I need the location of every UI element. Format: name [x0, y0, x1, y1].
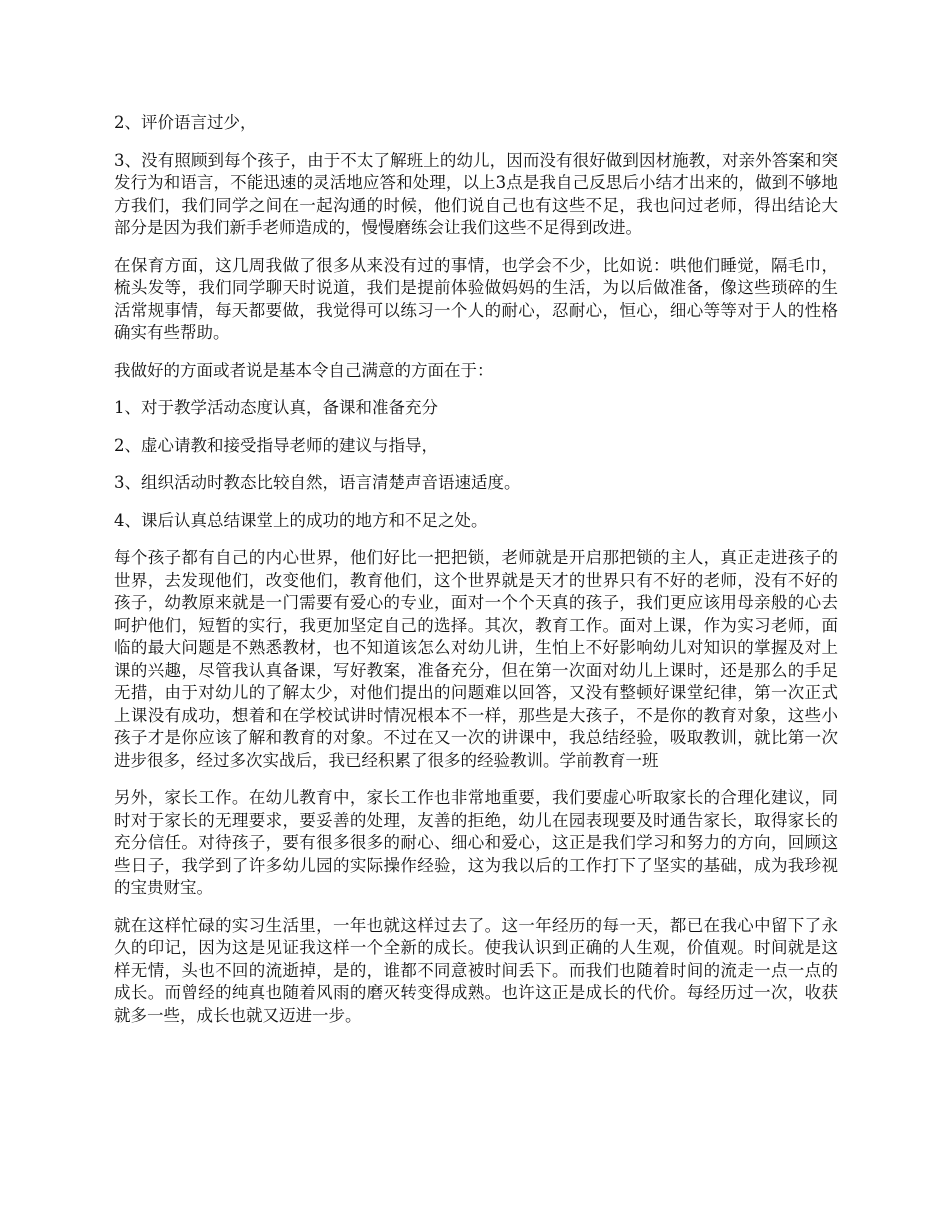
paragraph-strength-2: 2、虚心请教和接受指导老师的建议与指导，	[114, 435, 438, 455]
paragraph-strength-3: 3、组织活动时教态比较自然，语言清楚声音语速适度。	[114, 473, 521, 492]
paragraph-parent-work: 另外，家长工作。在幼儿教育中，家长工作也非常地重要，我们要虚心听取家长的合理化建议，同时对于家长的无理要求，要妥善的处理，友善的拒绝，幼儿在园表现要及时通告家长，取得家长的充分信任。对待孩子，要有很多很多的耐心、细心和爱心，这正是我们学习和努力的方向，回顾这些日子，我学到了许多幼儿园的实际操作经验，这为我以后的工作打下了坚实的基础，成为我珍视的宝贵财宝。	[114, 788, 838, 897]
paragraph-teaching-work: 每个孩子都有自己的内心世界，他们好比一把把锁，老师就是开启那把锁的主人，真正走进孩子的世界，去发现他们，改变他们，教育他们，这个世界就是天才的世界只有不好的老师，没有不好的孩子，幼教原来就是一门需要有爱心的专业，面对一个个天真的孩子，我们更应该用母亲般的心去呵护他们，短暂的实行，我更加坚定自己的选择。其次，教育工作。面对上课，作为实习老师，面临的最大问题是不熟悉教材，也不知道该怎么对幼儿讲，生怕上不好影响幼儿对知识的掌握及对上课的兴趣，尽管我认真备课，写好教案，准备充分，但在第一次面对幼儿上课时，还是那么的手足无措，由于对幼儿的了解太少，对他们提出的问题难以回答，又没有整顿好课堂纪律，第一次正式上课没有成功，想着和在学校试讲时情况根本不一样，那些是大孩子，不是你的教育对象，这些小孩子才是你应该了解和教育的对象。不过在又一次的讲课中，我总结经验，吸取教训，就比第一次进步很多，经过多次实战后，我已经积累了很多的经验教训。学前教育一班	[114, 548, 838, 770]
paragraph-strength-1: 1、对于教学活动态度认真，备课和准备充分	[114, 398, 438, 417]
paragraph-individual-attention: 3、没有照顾到每个孩子，由于不太了解班上的幼儿，因而没有很好做到因材施教，对亲外答案和突发行为和语言，不能迅速的灵活地应答和处理，以上3点是我自己反思后小结才出来的，做到不够地方我们，我们同学之间在一起沟通的时候，他们说自己也有这些不足，我也问过老师，得出结论大部分是因为我们新手老师造成的，慢慢磨练会让我们这些不足得到改进。	[114, 150, 838, 237]
paragraph-evaluation-language: 2、评价语言过少，	[114, 113, 257, 132]
paragraph-conclusion: 就在这样忙碌的实习生活里，一年也就这样过去了。这一年经历的每一天，都已在我心中留下了永久的印记，因为这是见证我这样一个全新的成长。使我认识到正确的人生观，价值观。时间就是这样无情，头也不回的流逝掉，是的，谁都不同意被时间丢下。而我们也随着时间的流走一点一点的成长。而曾经的纯真也随着风雨的磨灭转变得成熟。也许这正是成长的代价。每经历过一次，收获就多一些，成长也就又迈进一步。	[114, 915, 838, 1025]
paragraph-strength-4: 4、课后认真总结课堂上的成功的地方和不足之处。	[114, 510, 488, 530]
paragraph-childcare: 在保育方面，这几周我做了很多从来没有过的事情，也学会不少，比如说：哄他们睡觉，隔毛巾，梳头发等，我们同学聊天时说道，我们是提前体验做妈妈的生活，为以后做准备，像这些琐碎的生活常规事情，每天都要做，我觉得可以练习一个人的耐心，忍耐心，恒心，细心等等对于人的性格确实有些帮助。	[114, 255, 838, 342]
document-body	[114, 112, 838, 1042]
paragraph-strengths-intro: 我做好的方面或者说是基本令自己满意的方面在于：	[114, 360, 494, 380]
